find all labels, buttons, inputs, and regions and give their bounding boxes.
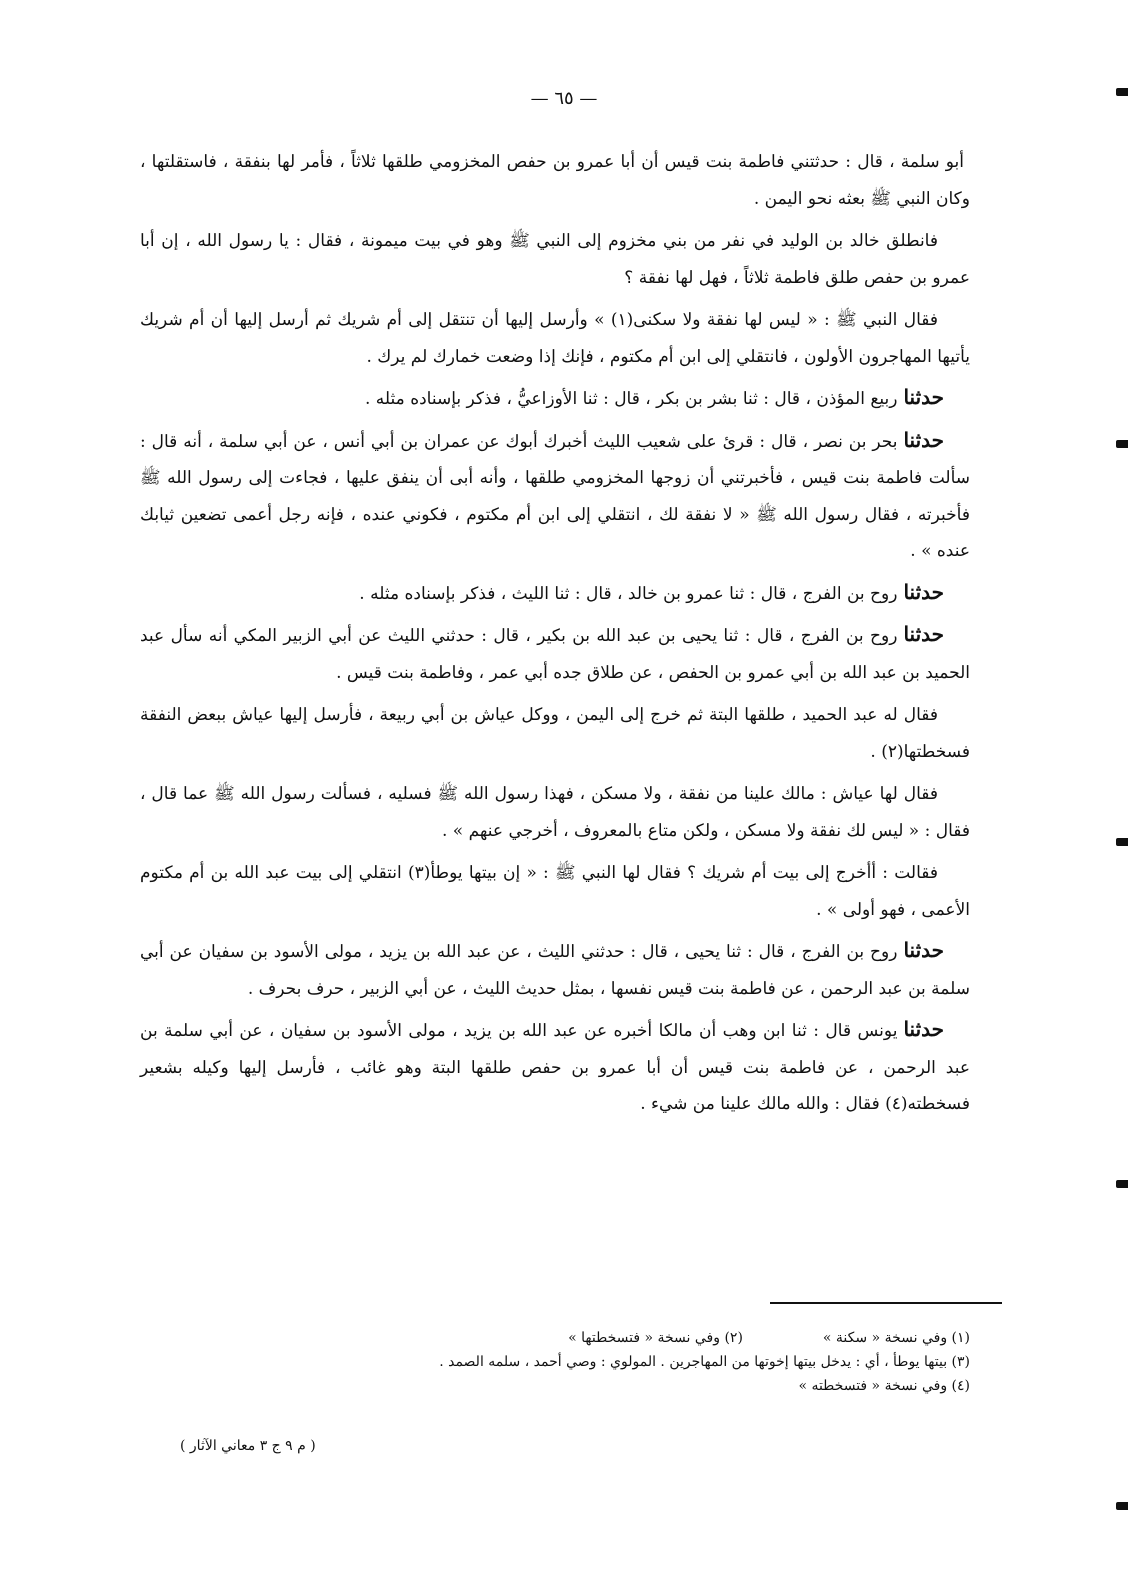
footnote-4: (٤) وفي نسخة « فتسخطته »: [798, 1378, 970, 1394]
paragraph-text: روح بن الفرج ، قال : ثنا عمرو بن خالد ، قال : ثنا الليث ، فذكر بإسناده مثله .: [359, 583, 898, 604]
paragraph-4: [140, 379, 970, 418]
paragraph-8: [140, 695, 970, 770]
paragraph-text: فقال النبي ﷺ : « ليس لها نفقة ولا سكنى(١) » وأرسل إليها أن تنتقل إلى أم شريك ثم أرسل إليها أن أم شريك يأتيها المهاجرون الأولون ، فانتقلي إلى ابن أم مكتوم ، فإنك إذا وضعت خمارك لم يرك .: [140, 310, 970, 367]
page-edge-mark: [1116, 838, 1128, 846]
paragraph-text: ربيع المؤذن ، قال : ثنا بشر بن بكر ، قال : ثنا الأوزاعيُّ ، فذكر بإسناده مثله .: [365, 389, 898, 409]
paragraph-2: [140, 221, 970, 296]
paragraph-text: روح بن الفرج ، قال : ثنا يحيى بن عبد الله بن بكير ، قال : حدثني الليث عن أبي الزبير المكي أنه سأل عبد الحميد بن عبد الله بن أبي عمرو بن الحفص ، عن طلاق جده أبي عمر ، وفاطمة بنت قيس .: [140, 626, 970, 683]
paragraph-text: روح بن الفرج ، قال : ثنا يحيى ، قال : حدثني الليث ، عن عبد الله بن يزيد ، مولى الأسود بن سفيان عن أبي سلمة بن عبد الرحمن ، عن فاطمة بنت قيس نفسها ، بمثل حديث الليث ، عن أبي الزبير ، حرف بحرف .: [140, 942, 970, 999]
main-text: [140, 142, 970, 1127]
page-number: — ٦٥ —: [530, 88, 598, 109]
footnote-3: (٣) بيتها يوطأ ، أي : يدخل بيتها إخوتها من المهاجرين . المولوي : وصي أحمد ، سلمه الصمد .: [439, 1354, 970, 1370]
footnote-row: [140, 1326, 970, 1350]
paragraph-text: بحر بن نصر ، قال : قرئ على شعيب الليث أخبرك أبوك عن عمران بن أبي أنس ، عن أبي سلمة ، أنه قال : سألت فاطمة بنت قيس ، فأخبرتني أن زوجها المخزومي طلقها ، وأنه أبى أن ينفق عليها ، فجاءت إلى رسول الله ﷺ فأخبرته ، فقال رسول الله ﷺ « لا نفقة لك ، انتقلي إلى ابن أم مكتوم ، فكوني عنده ، فإنه رجل أعمى تضعين ثيابك عنده » .: [140, 431, 970, 561]
paragraph-lead: حدثنا: [903, 1017, 944, 1041]
paragraph-lead: حدثنا: [903, 385, 944, 409]
paragraph-text: يونس قال : ثنا ابن وهب أن مالكا أخبره عن عبد الله بن يزيد ، مولى الأسود بن سفيان ، عن أبي سلمة بن عبد الرحمن ، عن فاطمة بنت قيس أن أبا عمرو بن حفص طلقها البتة وهو غائب ، فأرسل إليها وكيله بشعير فسخطته(٤) فقال : والله مالك علينا من شيء .: [140, 1021, 970, 1114]
page-edge-mark: [1116, 440, 1128, 448]
paragraph-lead: حدثنا: [903, 622, 944, 646]
paragraph-6: [140, 574, 970, 613]
paragraph-12: [140, 1011, 970, 1123]
footnote-divider: [770, 1302, 1002, 1304]
paragraph-1: [140, 142, 970, 217]
paragraph-text: فقال لها عياش : مالك علينا من نفقة ، ولا مسكن ، فهذا رسول الله ﷺ فسليه ، فسألت رسول الله ﷺ عما قال ، فقال : « ليس لك نفقة ولا مسكن ، ولكن متاع بالمعروف ، أخرجي عنهم » .: [140, 784, 970, 841]
page-edge-mark: [1116, 1180, 1128, 1188]
paragraph-lead: حدثنا: [903, 427, 944, 452]
paragraph-11: [140, 932, 970, 1007]
paragraph-lead: حدثنا: [903, 938, 944, 962]
printer-signature: ( م ٩ ج ٣ معاني الآثار ): [180, 1438, 316, 1454]
paragraph-text: فقالت : أأخرج إلى بيت أم شريك ؟ فقال لها النبي ﷺ : « إن بيتها يوطأ(٣) انتقلي إلى بيت عبد الله بن أم مكتوم الأعمى ، فهو أولى » .: [140, 863, 970, 920]
footnotes: [140, 1326, 970, 1398]
paragraph-text: فقال له عبد الحميد ، طلقها البتة ثم خرج إلى اليمن ، ووكل عياش بن أبي ربيعة ، فأرسل إليها عياش ببعض النفقة فسخطتها(٢) .: [140, 705, 970, 762]
paragraph-10: [140, 853, 970, 928]
paragraph-text: أبو سلمة ، قال : حدثتني فاطمة بنت قيس أن أبا عمرو بن حفص المخزومي طلقها ثلاثاً ، فأمر لها بنفقة ، فاستقلتها ، وكان النبي ﷺ بعثه نحو اليمن .: [140, 152, 970, 209]
footnote-1: (١) وفي نسخة « سكنة »: [822, 1330, 970, 1346]
paragraph-3: [140, 300, 970, 375]
paragraph-5: [140, 422, 970, 570]
page-edge-mark: [1116, 88, 1128, 96]
page-edge-mark: [1116, 1502, 1128, 1510]
paragraph-lead: حدثنا: [903, 579, 944, 604]
paragraph-text: فانطلق خالد بن الوليد في نفر من بني مخزوم إلى النبي ﷺ وهو في بيت ميمونة ، فقال : يا رسول الله ، إن أبا عمرو بن حفص طلق فاطمة ثلاثاً ، فهل لها نفقة ؟: [140, 231, 970, 288]
paragraph-9: [140, 774, 970, 849]
footnote-2: (٢) وفي نسخة « فتسخطتها »: [568, 1330, 743, 1346]
paragraph-7: [140, 616, 970, 691]
